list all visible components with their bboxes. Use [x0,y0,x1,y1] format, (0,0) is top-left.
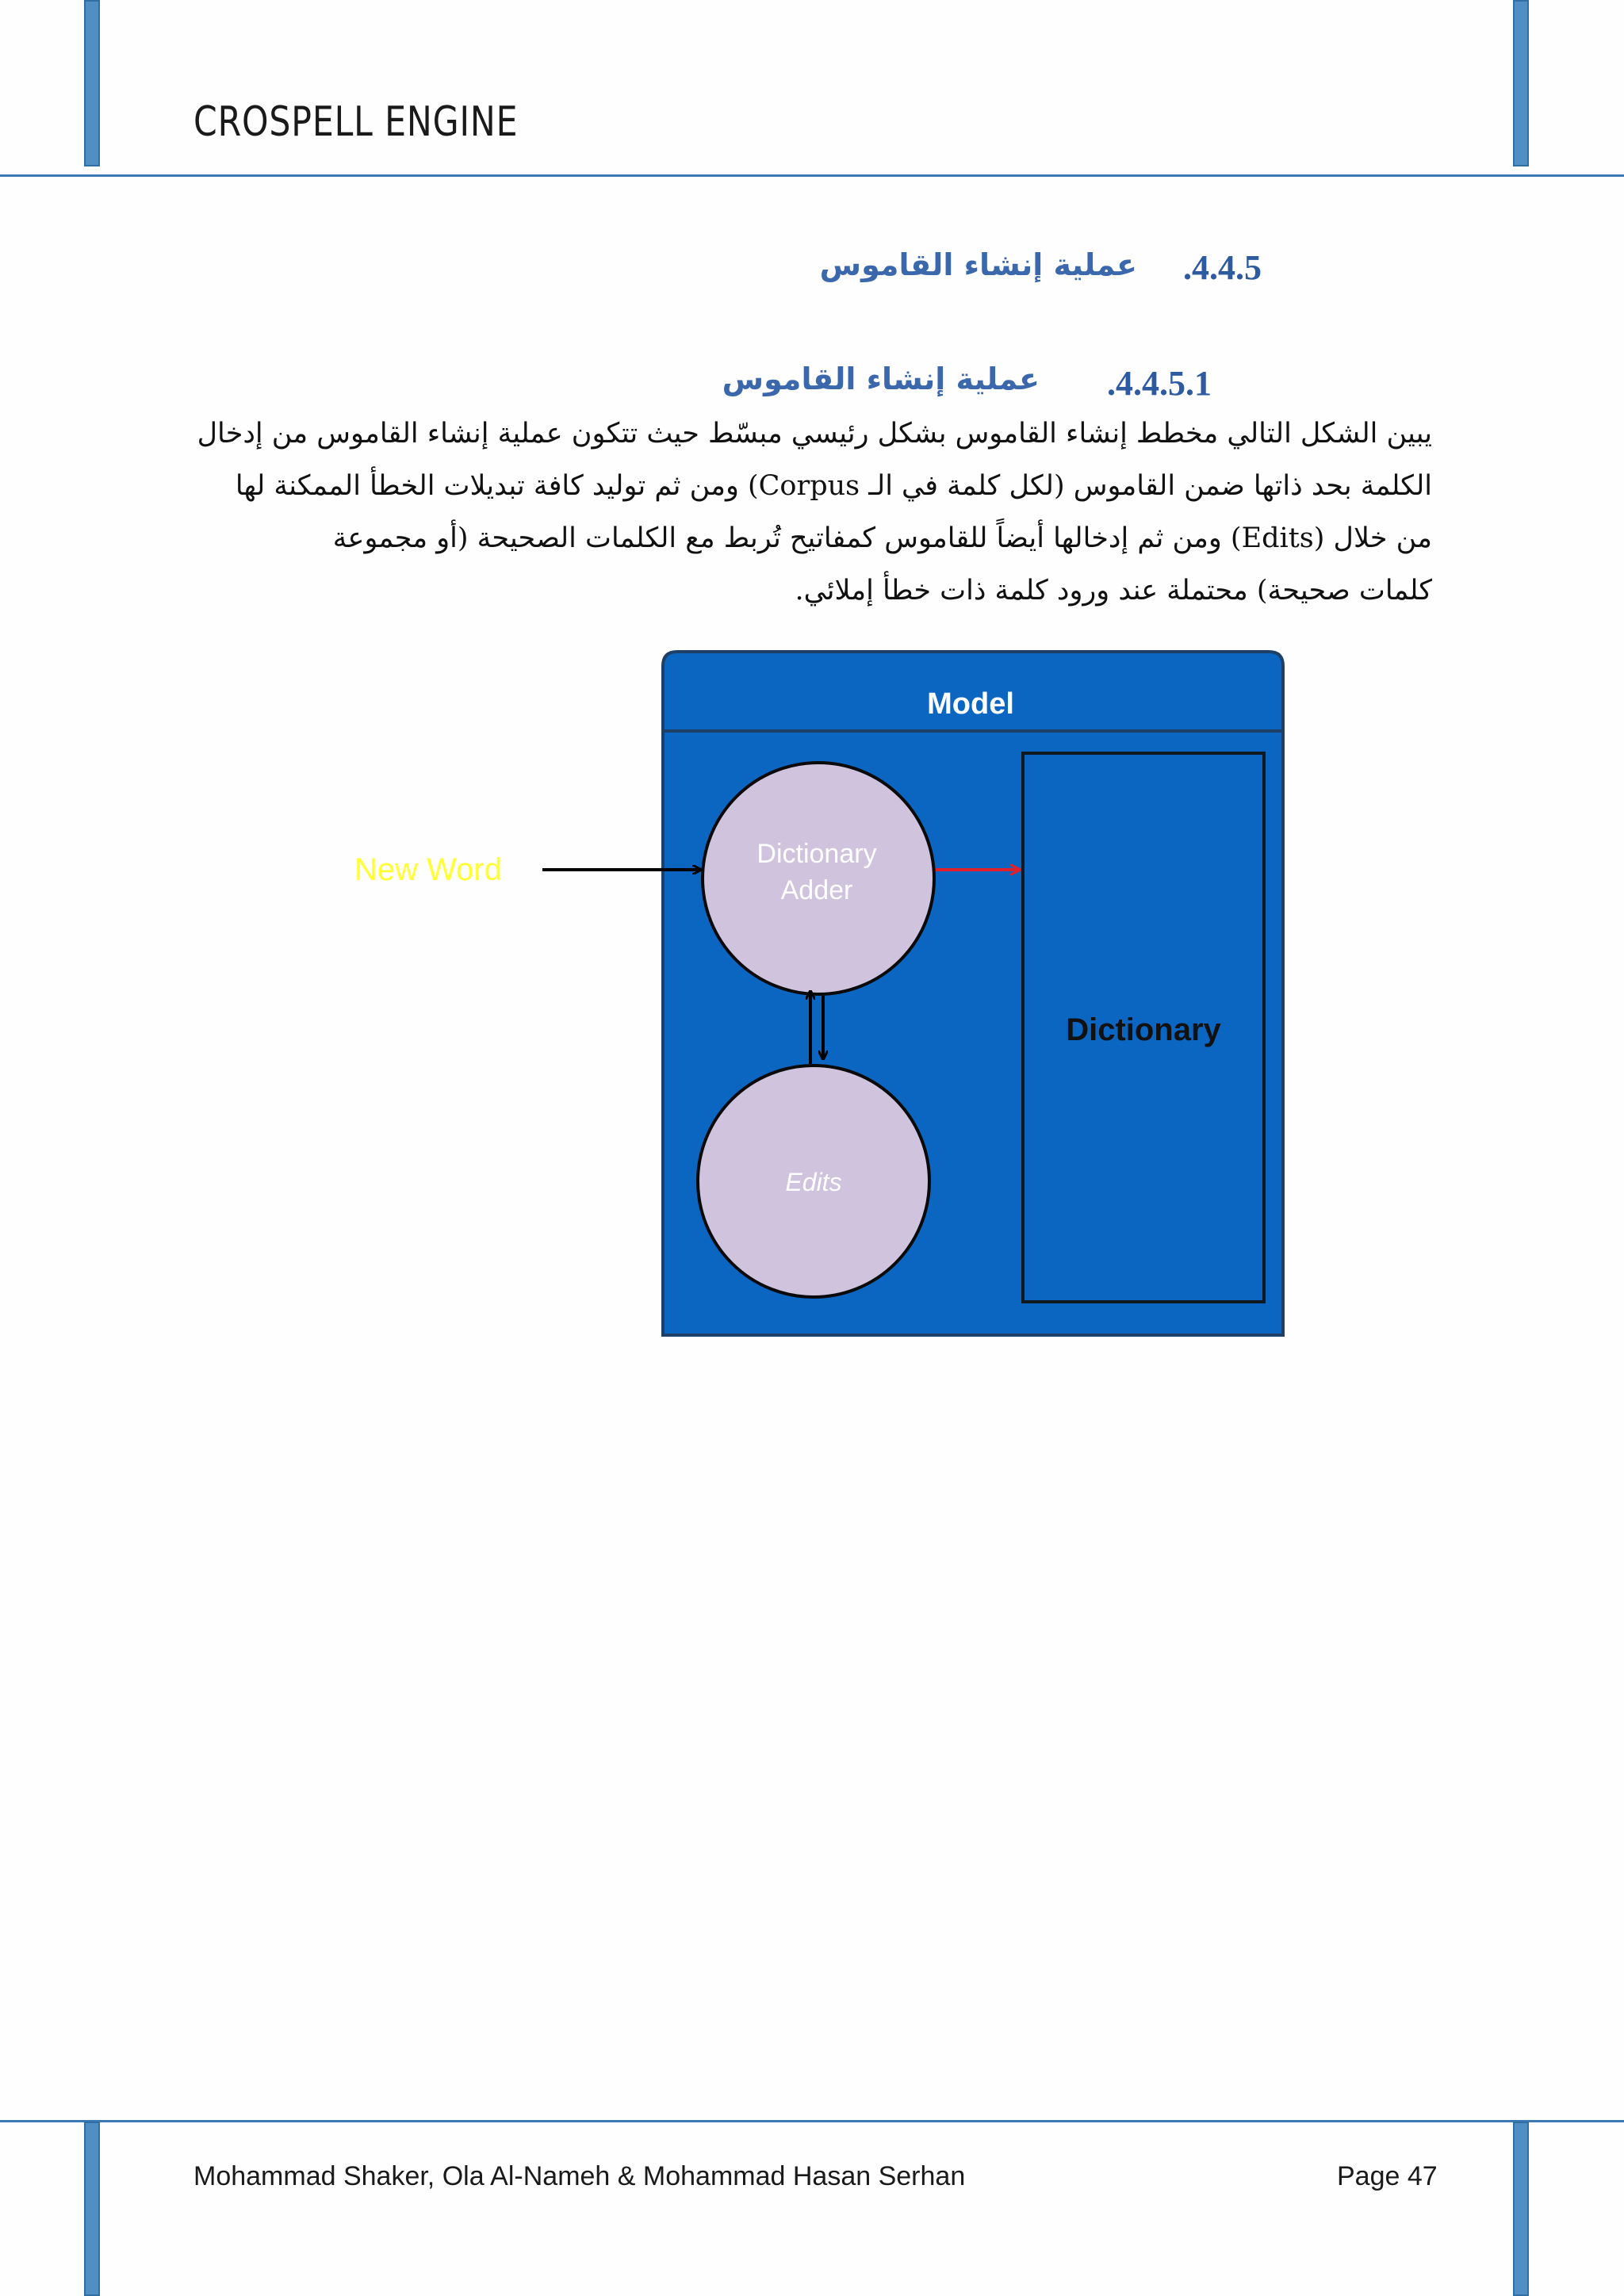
body-line: من خلال (Edits) ومن ثم إدخالها أيضاً للقاموس كمفاتيح تُربط مع الكلمات الصحيحة (أو مجموعة [332,522,1432,554]
section-number: .4.4.5 [1183,248,1262,287]
body-line: الكلمة بحد ذاتها ضمن القاموس (لكل كلمة في الـ Corpus) ومن ثم توليد كافة تبديلات الخطأ الممكنة لها [235,470,1432,502]
subsection-title: عملية إنشاء القاموس [722,362,1040,396]
dictionary-adder-label: Dictionary [756,839,877,869]
subsection-number: .4.4.5.1 [1107,364,1212,403]
header-title: CROSPELL ENGINE [193,98,519,146]
dictionary-label: Dictionary [1066,1012,1221,1047]
section-title: عملية إنشاء القاموس [819,247,1137,282]
dictionary-adder-label: Adder [780,875,853,905]
edits-label: Edits [785,1168,842,1196]
footer-authors: Mohammad Shaker, Ola Al-Nameh & Mohammad Hasan Serhan [193,2161,966,2191]
model-title: Model [927,687,1014,721]
body-line: كلمات صحيحة) محتملة عند ورود كلمة ذات خطأ إملائي. [795,575,1432,607]
new-word-label: New Word [354,852,502,887]
body-line: يبين الشكل التالي مخطط إنشاء القاموس بشكل رئيسي مبسّط حيث تتكون عملية إنشاء القاموس من إدخال [197,418,1432,450]
page-number: Page 47 [1337,2161,1438,2191]
